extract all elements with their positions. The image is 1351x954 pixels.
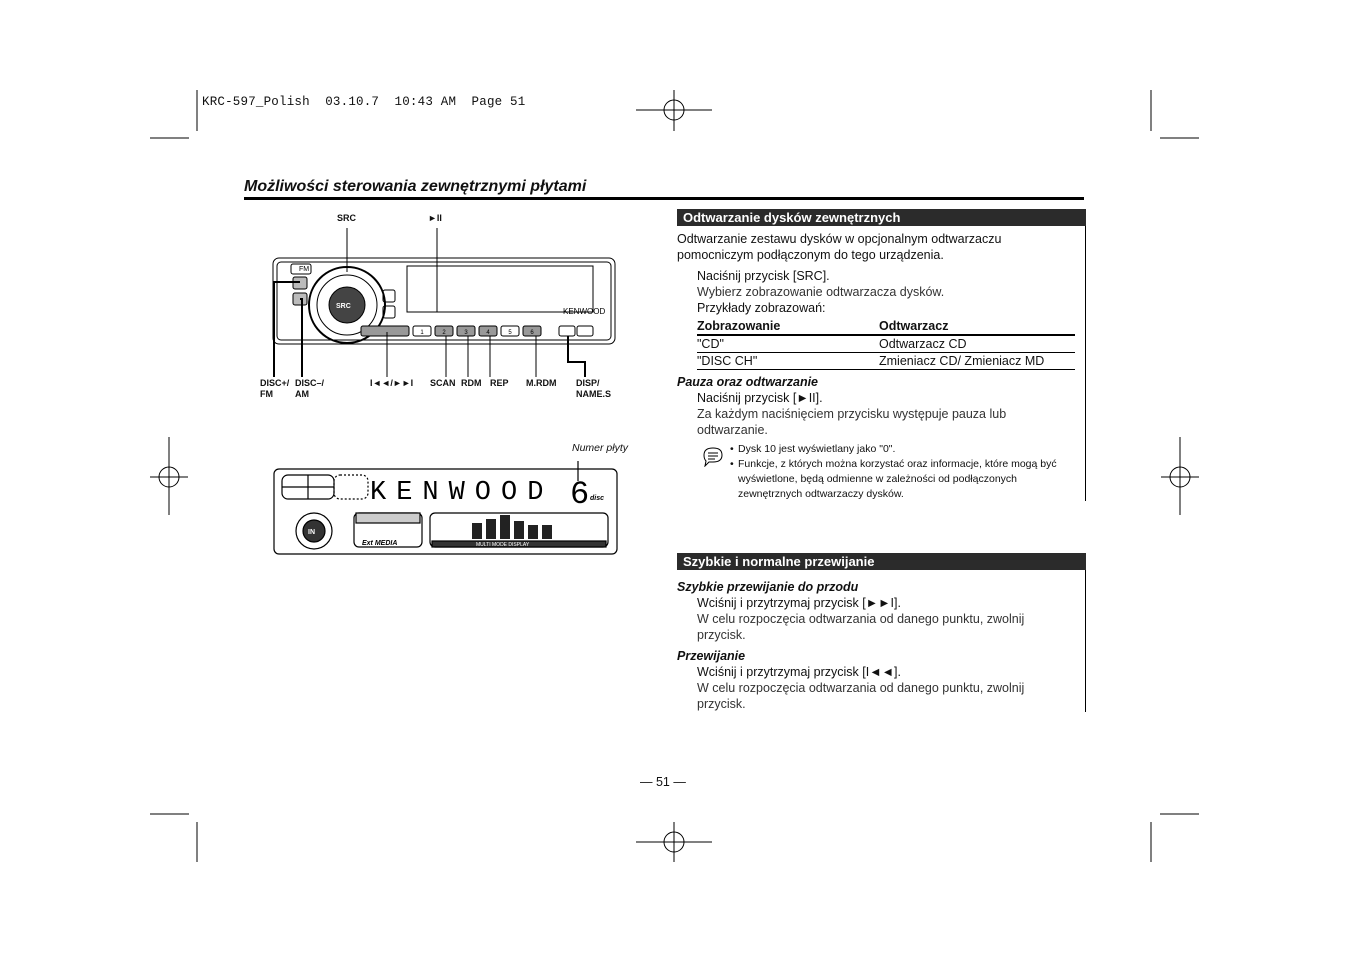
section1-step1: Naciśnij przycisk [SRC]. <box>697 269 830 283</box>
display-text: KENWOOD <box>370 478 554 508</box>
note-icon <box>701 445 725 467</box>
ff-heading: Szybkie przewijanie do przodu <box>677 580 859 594</box>
label-play-pause: ►II <box>428 213 442 223</box>
rw-desc: W celu rozpoczęcia odtwarzania od danego punktu, zwolnij przycisk. <box>697 681 1025 711</box>
preset-5: 5 <box>508 330 512 336</box>
section2-rule <box>1085 553 1086 712</box>
table-cell: Odtwarzacz CD <box>879 337 967 351</box>
section1-intro: Odtwarzanie zestawu dysków w opcjonalnym odtwarzaczu pomocniczym podłączonym do tego urządzenia. <box>677 232 1002 262</box>
title-rule <box>244 197 1084 200</box>
section1-rule <box>1085 209 1086 501</box>
display-mode: MULTI MODE DISPLAY <box>476 542 530 548</box>
section1-examples-label: Przykłady zobrazowań: <box>697 301 826 315</box>
section1-heading: Odtwarzanie dysków zewnętrznych <box>677 209 1086 226</box>
fm-label: FM <box>299 266 310 273</box>
rw-heading: Przewijanie <box>677 649 746 663</box>
faceplate-diagram <box>255 222 635 392</box>
page-number: — 51 — <box>640 775 686 789</box>
table-head-display: Zobrazowanie <box>697 319 781 333</box>
label-mrdm: M.RDM <box>526 378 557 388</box>
brand-label: KENWOOD <box>563 307 606 316</box>
label-track: I◄◄/►►I <box>370 378 414 388</box>
display-digit: 6 <box>570 476 590 513</box>
label-rdm: RDM <box>461 378 482 388</box>
page-title: Możliwości sterowania zewnętrznymi płytami <box>244 178 587 195</box>
display-ext-media: Ext MEDIA <box>362 540 398 547</box>
src-knob-label: SRC <box>336 303 351 310</box>
table-row <box>697 353 1075 370</box>
table-cell: "CD" <box>697 337 724 351</box>
label-disp: DISP/ NAME.S <box>576 378 612 399</box>
ff-step: Wciśnij i przytrzymaj przycisk [►►I]. <box>697 596 901 610</box>
note-1: Dysk 10 jest wyświetlany jako "0". <box>738 443 896 455</box>
table-cell: Zmieniacz CD/ Zmieniacz MD <box>879 354 1045 368</box>
table-head-player: Odtwarzacz <box>879 319 949 333</box>
preset-4: 4 <box>486 330 490 336</box>
pause-desc: Za każdym naciśnięciem przycisku występuje pauza lub odtwarzanie. <box>697 407 1007 437</box>
label-rep: REP <box>490 378 509 388</box>
pause-heading: Pauza oraz odtwarzanie <box>677 375 819 389</box>
table-cell: "DISC CH" <box>697 354 758 368</box>
display-in: IN <box>308 529 315 536</box>
display-caption: Numer płyty <box>572 442 629 454</box>
label-src: SRC <box>337 213 357 223</box>
label-disc-plus: DISC+/ FM <box>260 378 290 399</box>
display-disc: disc <box>590 495 605 502</box>
rw-step: Wciśnij i przytrzymaj przycisk [I◄◄]. <box>697 665 901 679</box>
note-bullet-2: • <box>730 458 734 470</box>
table-row <box>697 335 1075 353</box>
note-2: Funkcje, z których można korzystać oraz informacje, które mogą być wyświetlone, będą odmienne w zależności od podłączonych zewnętrznych odtwarzaczy dysków. <box>738 458 1057 500</box>
display-table <box>697 318 1075 370</box>
label-disc-minus: DISC–/ AM <box>295 378 325 399</box>
label-scan: SCAN <box>430 378 456 388</box>
preset-1: 1 <box>420 330 424 336</box>
preset-6: 6 <box>530 330 534 336</box>
preset-3: 3 <box>464 330 468 336</box>
print-slug: KRC-597_Polish 03.10.7 10:43 AM Page 51 <box>202 95 526 109</box>
table-header-row <box>697 318 1075 335</box>
pause-step: Naciśnij przycisk [►II]. <box>697 391 823 405</box>
note-bullet-1: • <box>730 443 734 455</box>
display-diagram <box>272 455 620 557</box>
preset-2: 2 <box>442 330 446 336</box>
section1-step1-desc: Wybierz zobrazowanie odtwarzacza dysków. <box>697 285 945 299</box>
ff-desc: W celu rozpoczęcia odtwarzania od danego punktu, zwolnij przycisk. <box>697 612 1025 642</box>
section2-heading: Szybkie i normalne przewijanie <box>677 553 1086 570</box>
